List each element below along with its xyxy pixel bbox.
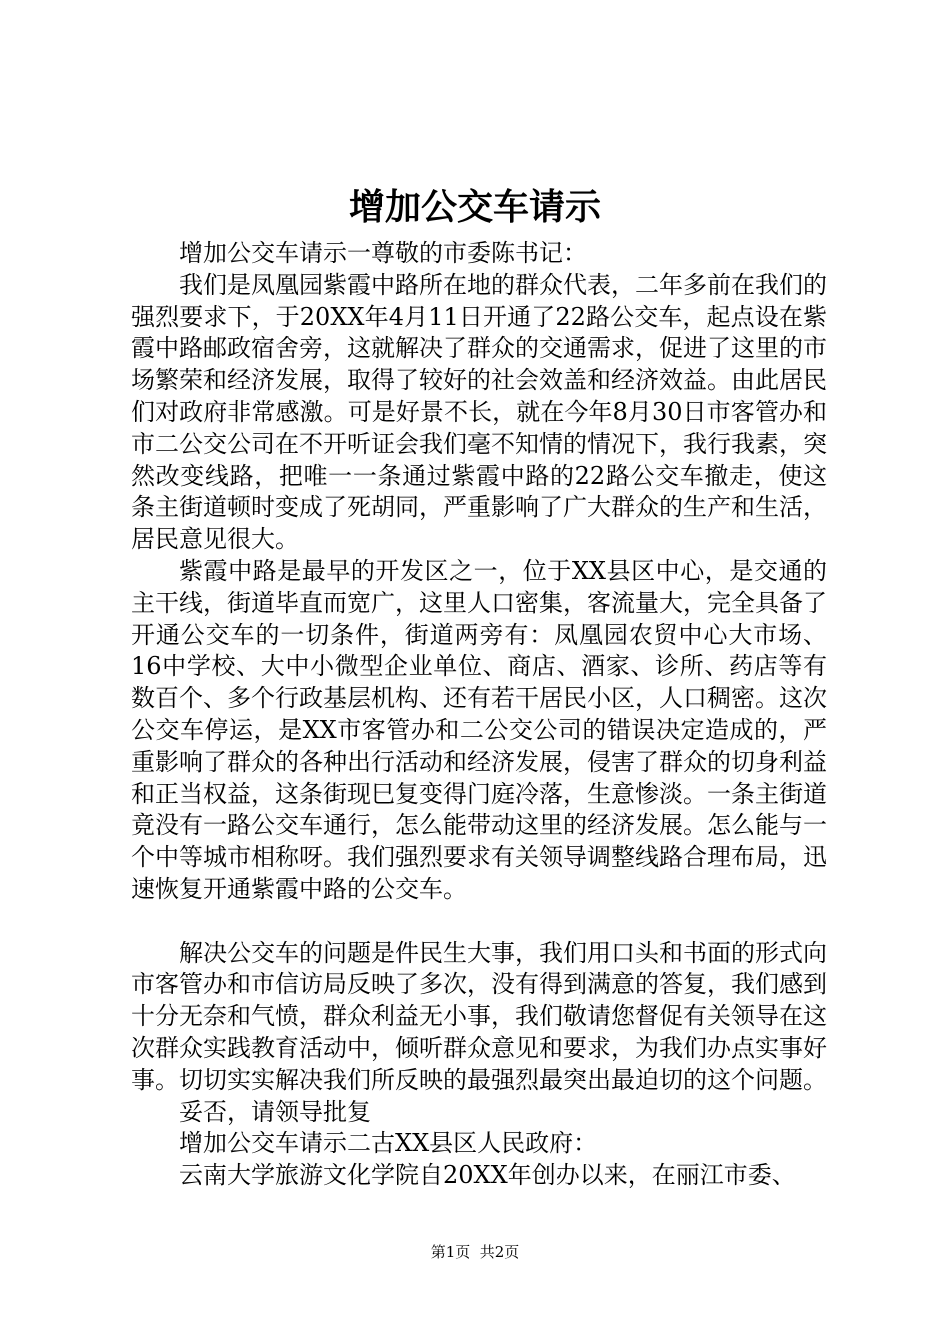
body-paragraph: 我们是凤凰园紫霞中路所在地的群众代表，二年多前在我们的强烈要求下，于20XX年4月11日开通了22路公交车，起点设在紫霞中路邮政宿舍旁，这就解决了群众的交通需求，促进了这里的市场繁荣和经济发展，取得了较好的社会效盖和经济效益。由此居民们对政府非常感激。可是好景不长，就在今年8月30日市客管办和市二公交公司在不开听证会我们毫不知情的情况下，我行我素，突然改变线路，把唯一一条通过紫霞中路的22路公交车撤走，使这条主街道顿时变成了死胡同，严重影响了广大群众的生产和生活，居民意见很大。 bbox=[131, 270, 827, 554]
blank-line bbox=[131, 906, 827, 938]
document-title: 增加公交车请示 bbox=[348, 186, 601, 228]
document-body bbox=[131, 238, 827, 1192]
body-paragraph: 紫霞中路是最早的开发区之一，位于XX县区中心，是交通的主干线，街道毕直而宽广，这里人口密集，客流量大，完全具备了开通公交车的一切条件，街道两旁有：凤凰园农贸中心大市场、16中学校、大中小微型企业单位、商店、酒家、诊所、药店等有数百个、多个行政基层机构、还有若干居民小区，人口稠密。这次公交车停运，是XX市客管办和二公交公司的错误决定造成的，严重影响了群众的各种出行活动和经济发展，侵害了群众的切身利益和正当权益，这条街现巳复变得门庭冷落，生意惨淡。一条主街道竟没有一路公交车通行，怎么能带动这里的经济发展。怎么能与一个中等城市相称呀。我们强烈要求有关领导调整线路合理布局，迅速恢复开通紫霞中路的公交车。 bbox=[131, 556, 827, 903]
closing-paragraph: 妥否，请领导批复 bbox=[179, 1097, 371, 1126]
page-footer: 第1页 共2页 bbox=[430, 1243, 520, 1261]
salutation-paragraph: 增加公交车请示二古XX县区人民政府： bbox=[179, 1129, 598, 1158]
body-paragraph: 解决公交车的问题是件民生大事，我们用口头和书面的形式向市客管办和市信访局反映了多次，没有得到满意的答复，我们感到十分无奈和气愤，群众利益无小事，我们敬请您督促有关领导在这次群众实践教育活动中，倾听群众意见和要求，为我们办点实事好事。切切实实解决我们所反映的最强烈最突出最迫切的这个问题。 bbox=[131, 938, 827, 1094]
salutation-paragraph: 增加公交车请示一尊敬的市委陈书记： bbox=[179, 239, 587, 267]
body-paragraph: 云南大学旅游文化学院自20XX年创办以来，在丽江市委、 bbox=[179, 1161, 796, 1190]
